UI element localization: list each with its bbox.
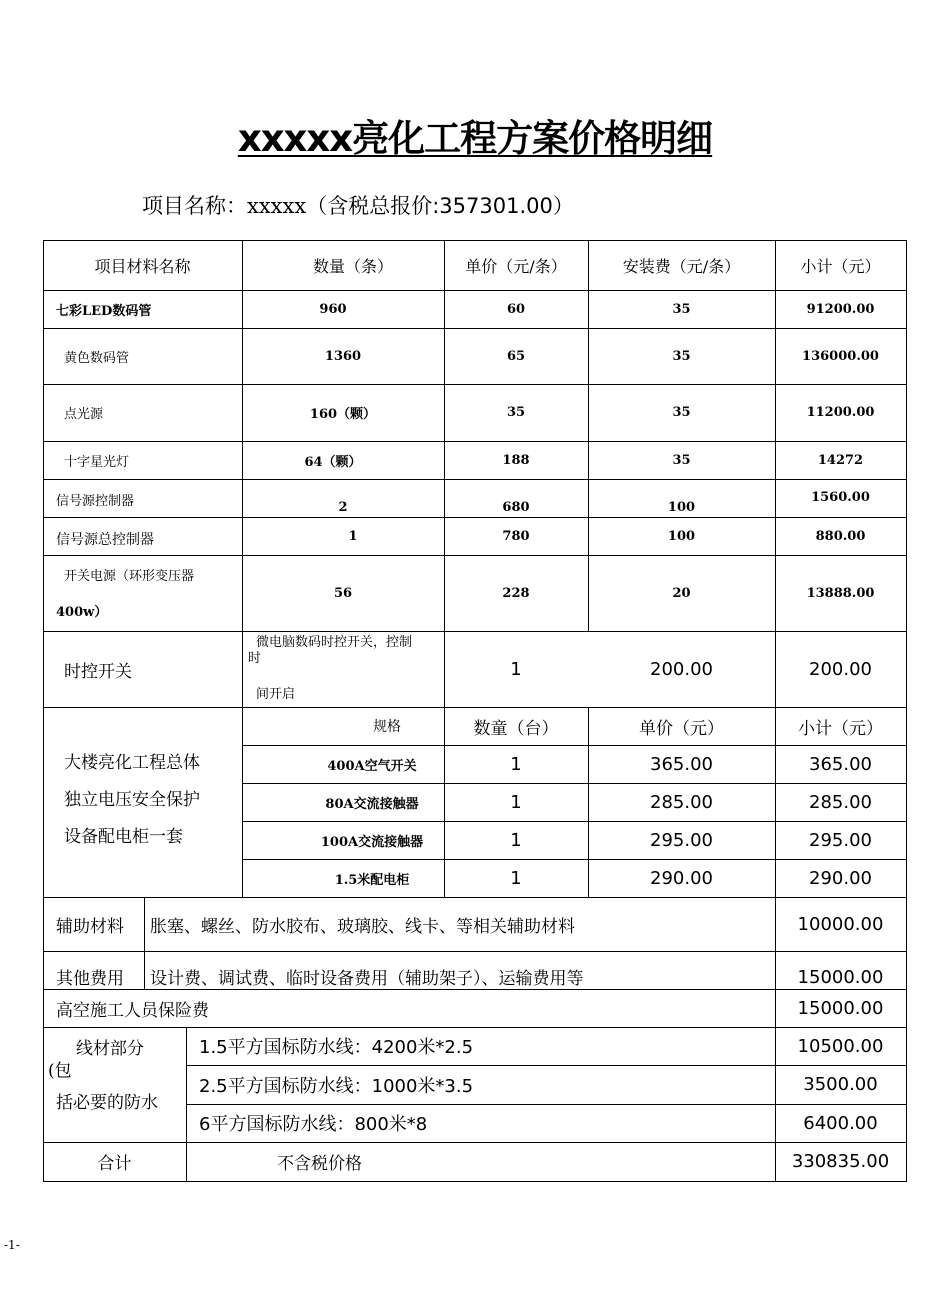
cabinet-item-spec: 100A交流接触器 xyxy=(320,834,424,850)
subtitle-label: 项目名称： xyxy=(142,194,247,218)
row-qty: 1360 xyxy=(324,348,362,364)
row-qty: 56 xyxy=(333,585,353,601)
row-name-line1: 开关电源（环形变压器 xyxy=(64,569,195,584)
wire-name xyxy=(48,1038,186,1114)
cabinet-header-qty: 数童（台） xyxy=(473,718,559,739)
header-name: 项目材料名称 xyxy=(94,256,191,276)
cabinet-item-qty: 1 xyxy=(510,867,522,889)
row-install: 35 xyxy=(672,348,691,364)
timer-desc xyxy=(248,635,444,703)
row-price: 60 xyxy=(506,301,526,317)
timer-subtotal: 200.00 xyxy=(809,658,872,680)
wire-item-desc: 1.5平方国标防水线：4200米*2.5 xyxy=(199,1037,474,1058)
header-qty: 数量（条） xyxy=(312,256,393,276)
other-desc: 设计费、调试费、临时设备费用（辅助架子）、运输费用等 xyxy=(150,969,584,989)
row-price: 780 xyxy=(502,528,530,544)
wire-name-line1: 线材部分 xyxy=(76,1039,144,1059)
cabinet-item-qty: 1 xyxy=(510,791,522,813)
page-number: -1- xyxy=(4,1238,20,1252)
row-qty: 2 xyxy=(338,500,348,515)
project-subtitle xyxy=(142,190,574,220)
timer-desc-line1: 微电脑数码时控开关，控制 xyxy=(256,635,413,650)
row-price: 65 xyxy=(506,348,526,364)
cabinet-name-line3: 设备配电柜一套 xyxy=(64,827,183,847)
cabinet-item-price: 365.00 xyxy=(650,753,713,775)
row-name-line2: 400w） xyxy=(56,605,108,620)
cabinet-item-spec: 1.5米配电柜 xyxy=(334,872,410,888)
wire-name-line2: (包 xyxy=(48,1061,72,1081)
timer-desc-line3: 间开启 xyxy=(256,687,296,702)
cabinet-item-subtotal: 285.00 xyxy=(809,791,872,813)
cabinet-header-spec: 规格 xyxy=(373,719,401,735)
row-name: 七彩LED数码管 xyxy=(56,303,152,319)
timer-desc-line2: 时 xyxy=(248,651,262,666)
header-install: 安装费（元/条） xyxy=(622,256,741,276)
cabinet-item-price: 295.00 xyxy=(650,829,713,851)
other-subtotal: 15000.00 xyxy=(797,967,884,988)
row-install: 100 xyxy=(667,500,696,515)
row-qty: 960 xyxy=(319,301,347,317)
total-value: 330835.00 xyxy=(791,1151,890,1172)
row-price: 35 xyxy=(506,405,526,420)
aux-subtotal: 10000.00 xyxy=(797,913,884,935)
cabinet-item-qty: 1 xyxy=(510,829,522,851)
row-name: 黄色数码管 xyxy=(64,350,130,366)
row-install: 20 xyxy=(672,585,691,601)
timer-qty: 1 xyxy=(510,658,522,680)
wire-name-line3: 括必要的防水 xyxy=(56,1093,158,1113)
row-subtotal: 880.00 xyxy=(815,528,866,544)
aux-name: 辅助材料 xyxy=(56,916,124,937)
cabinet-item-qty: 1 xyxy=(510,753,522,775)
row-name: 十字星光灯 xyxy=(64,454,130,470)
row-price: 188 xyxy=(502,452,530,468)
row-price: 680 xyxy=(502,500,530,515)
header-price: 单价（元/条） xyxy=(465,256,567,276)
row-price: 228 xyxy=(502,585,530,601)
row-subtotal: 14272 xyxy=(817,452,864,468)
row-install: 100 xyxy=(667,528,696,544)
row-install: 35 xyxy=(672,301,691,317)
cabinet-header-subtotal: 小计（元） xyxy=(798,718,883,739)
cabinet-item-spec: 80A交流接触器 xyxy=(325,796,419,812)
other-name: 其他费用 xyxy=(56,969,124,989)
row-subtotal: 91200.00 xyxy=(806,301,875,317)
row-name: 信号源总控制器 xyxy=(56,532,154,548)
wire-item-subtotal: 6400.00 xyxy=(803,1112,878,1134)
cabinet-item-subtotal: 365.00 xyxy=(809,753,872,775)
subtitle-name: xxxxx xyxy=(247,194,307,218)
wire-item-desc: 2.5平方国标防水线：1000米*3.5 xyxy=(199,1075,474,1097)
row-qty: 160（颗） xyxy=(309,407,377,422)
subtitle-rest: （含税总报价:357301.00） xyxy=(306,194,574,218)
row-name-multiline xyxy=(56,565,242,620)
total-desc: 不含税价格 xyxy=(277,1154,362,1174)
cabinet-name xyxy=(64,745,242,856)
total-label: 合计 xyxy=(97,1154,132,1174)
header-subtotal: 小计（元） xyxy=(800,256,881,276)
aux-desc: 胀塞、螺丝、防水胶布、玻璃胶、线卡、等相关辅助材料 xyxy=(150,916,575,937)
page-title: xxxxx亮化工程方案价格明细 xyxy=(237,117,713,160)
wire-item-desc: 6平方国标防水线：800米*8 xyxy=(199,1114,428,1135)
insurance-name: 高空施工人员保险费 xyxy=(56,1000,209,1021)
row-subtotal: 11200.00 xyxy=(806,405,875,420)
cabinet-item-subtotal: 295.00 xyxy=(809,829,872,851)
row-subtotal: 13888.00 xyxy=(806,585,875,601)
cabinet-item-price: 285.00 xyxy=(650,791,713,813)
row-name: 点光源 xyxy=(64,407,104,422)
cabinet-item-spec: 400A空气开关 xyxy=(327,758,417,774)
row-qty: 1 xyxy=(348,528,358,544)
row-qty: 64（颗） xyxy=(304,454,362,470)
timer-name: 时控开关 xyxy=(64,661,132,682)
row-install: 35 xyxy=(672,405,691,420)
cabinet-item-price: 290.00 xyxy=(650,867,713,889)
cabinet-name-line2: 独立电压安全保护 xyxy=(64,790,200,810)
cabinet-header-price: 单价（元） xyxy=(639,718,724,739)
row-install: 35 xyxy=(672,452,691,468)
cabinet-item-subtotal: 290.00 xyxy=(809,867,872,889)
row-subtotal: 136000.00 xyxy=(802,348,879,364)
timer-price: 200.00 xyxy=(650,658,713,680)
row-subtotal: 1560.00 xyxy=(811,490,870,505)
cabinet-name-line1: 大楼亮化工程总体 xyxy=(64,753,200,773)
row-name: 信号源控制器 xyxy=(56,494,135,509)
wire-item-subtotal: 3500.00 xyxy=(803,1074,878,1095)
wire-item-subtotal: 10500.00 xyxy=(797,1035,884,1057)
insurance-subtotal: 15000.00 xyxy=(797,997,884,1019)
